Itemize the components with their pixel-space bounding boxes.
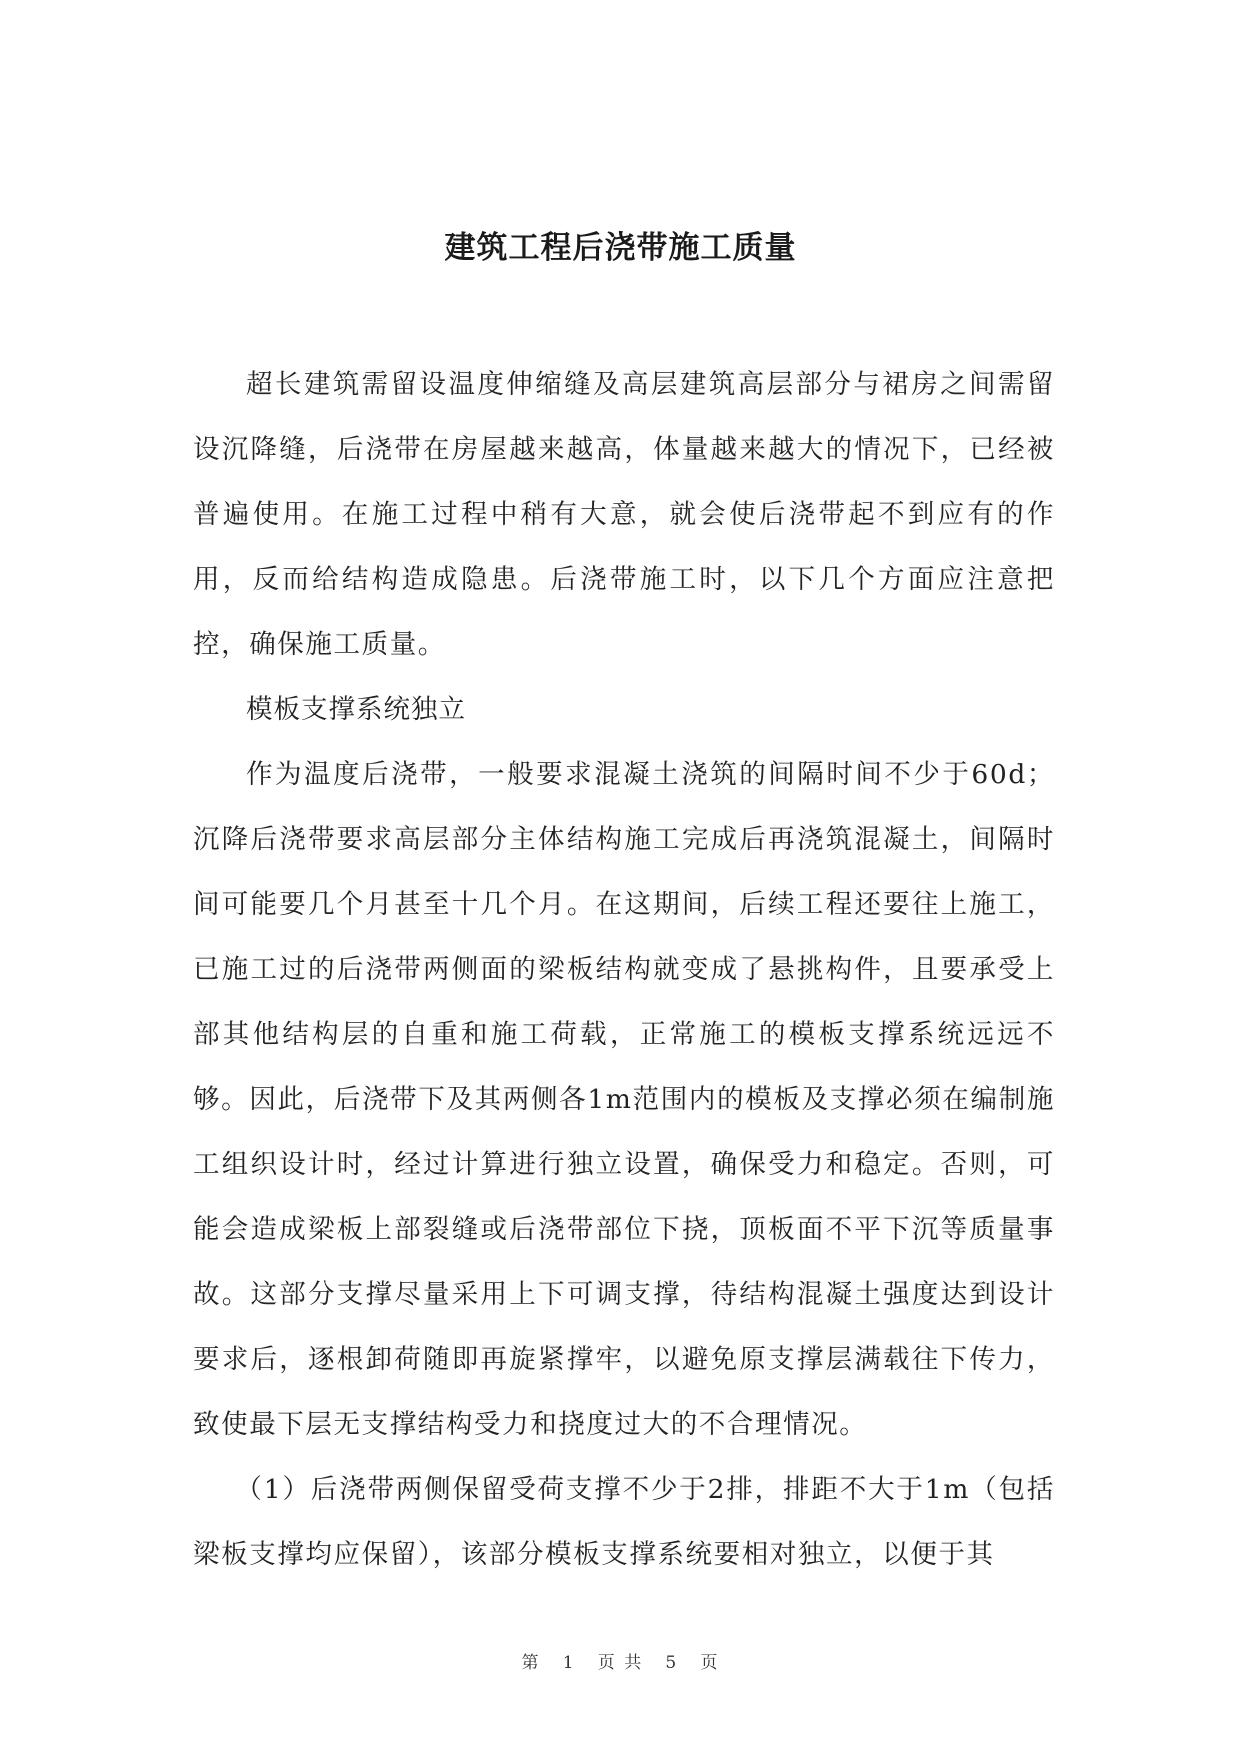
footer-prefix: 第 — [521, 1653, 541, 1673]
intro-paragraph: 超长建筑需留设温度伸缩缝及高层建筑高层部分与裙房之间需留设沉降缝，后浇带在房屋越来越高，体量越来越大的情况下，已经被普遍使用。在施工过程中稍有大意，就会使后浇带起不到应有的作用，反而给结构造成隐患。后浇带施工时，以下几个方面应注意把控，确保施工质量。 — [193, 369, 1055, 660]
footer-total-pages: 5 — [665, 1653, 679, 1673]
numbered-paragraph: （1）后浇带两侧保留受荷支撑不少于2排，排距不大于1m（包括梁板支撑均应保留），该部分模板支撑系统要相对独立，以便于其 — [193, 1474, 1055, 1570]
page-footer — [0, 1648, 1241, 1673]
document-title: 建筑工程后浇带施工质量 — [444, 230, 797, 266]
footer-page-number: 1 — [562, 1653, 576, 1673]
body-paragraph: 作为温度后浇带，一般要求混凝土浇筑的间隔时间不少于60d；沉降后浇带要求高层部分主体结构施工完成后再浇筑混凝土，间隔时间可能要几个月甚至十几个月。在这期间，后续工程还要往上施工，已施工过的后浇带两侧面的梁板结构就变成了悬挑构件，且要承受上部其他结构层的自重和施工荷载，正常施工的模板支撑系统远远不够。因此，后浇带下及其两侧各1m范围内的模板及支撑必须在编制施工组织设计时，经过计算进行独立设置，确保受力和稳定。否则，可能会造成梁板上部裂缝或后浇带部位下挠，顶板面不平下沉等质量事故。这部分支撑尽量采用上下可调支撑，待结构混凝土强度达到设计要求后，逐根卸荷随即再旋紧撑牢，以避免原支撑层满载往下传力，致使最下层无支撑结构受力和挠度过大的不合理情况。 — [193, 759, 1055, 1440]
document-body — [193, 352, 1055, 1587]
footer-suffix: 页 — [700, 1653, 720, 1673]
section-heading: 模板支撑系统独立 — [246, 694, 466, 725]
footer-middle: 页 共 — [597, 1653, 644, 1673]
